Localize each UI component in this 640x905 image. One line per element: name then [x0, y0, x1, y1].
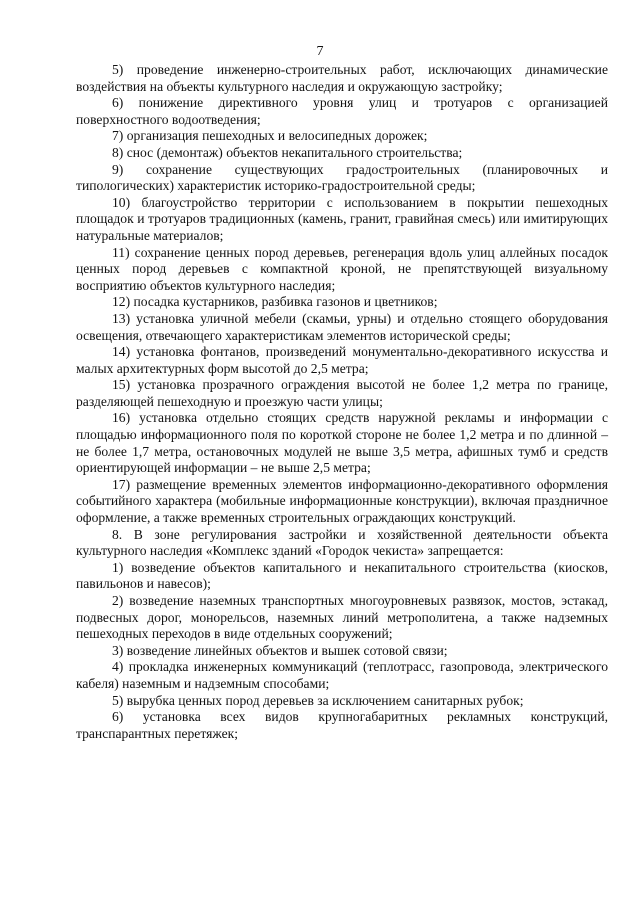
- paragraph: 4) прокладка инженерных коммуникаций (теплотрасс, газопровода, электрического кабеля) наземным и надземным способами;: [76, 659, 608, 691]
- paragraph: 5) проведение инженерно-строительных работ, исключающих динамические воздействия на объекты культурного наследия и окружающую застройку;: [76, 62, 608, 94]
- paragraph: 13) установка уличной мебели (скамьи, урны) и отдельно стоящего оборудования освещения, отвечающего характеристикам элементов исторической среды;: [76, 310, 608, 343]
- paragraph: 7) организация пешеходных и велосипедных дорожек;: [112, 128, 428, 144]
- paragraph: 17) размещение временных элементов информационно-декоративного оформления событийного характера (мобильные информационные конструкции), включая праздничное оформление, а также временных строительных ограждающих конструкций.: [76, 476, 608, 526]
- paragraph: 10) благоустройство территории с использованием в покрытии пешеходных площадок и тротуаров традиционных (камень, гранит, гравийная смесь) или имитирующих натуральные материалов;: [76, 194, 608, 243]
- paragraph: 2) возведение наземных транспортных многоуровневых развязок, мостов, эстакад, подвесных дорог, монорельсов, наземных линий метрополитена, а также надземных пешеходных переходов в виде отдельных сооружений;: [76, 593, 608, 642]
- paragraph: 6) понижение директивного уровня улиц и тротуаров с организацией поверхностного водоотведения;: [76, 95, 608, 127]
- paragraph: 1) возведение объектов капитального и некапитального строительства (киосков, павильонов и навесов);: [76, 559, 608, 592]
- paragraph: 15) установка прозрачного ограждения высотой не более 1,2 метра по границе, разделяющей пешеходную и проезжую части улицы;: [76, 377, 608, 409]
- paragraph: 5) вырубка ценных пород деревьев за исключением санитарных рубок;: [112, 692, 524, 708]
- document-body: [76, 62, 608, 742]
- paragraph: 3) возведение линейных объектов и вышек сотовой связи;: [112, 642, 448, 658]
- paragraph: 14) установка фонтанов, произведений монументально-декоративного искусства и малых архитектурных форм высотой до 2,5 метра;: [76, 344, 608, 376]
- paragraph: 9) сохранение существующих градостроительных (планировочных и типологических) характеристик историко-градостроительной среды;: [76, 161, 608, 194]
- paragraph: 6) установка всех видов крупногабаритных рекламных конструкций, транспарантных перетяжек;: [76, 709, 608, 741]
- paragraph: 8) снос (демонтаж) объектов некапитального строительства;: [112, 144, 463, 160]
- page-number: 7: [316, 44, 324, 59]
- section-paragraph: 8. В зоне регулирования застройки и хозяйственной деятельности объекта культурного наследия «Комплекс зданий «Городок чекиста» запрещается:: [76, 526, 608, 559]
- paragraph: 11) сохранение ценных пород деревьев, регенерация вдоль улиц аллейных посадок ценных пород деревьев с компактной кроной, не препятствующей визуальному восприятию объектов культурного наследия;: [76, 244, 608, 293]
- paragraph: 12) посадка кустарников, разбивка газонов и цветников;: [112, 294, 438, 310]
- paragraph: 16) установка отдельно стоящих средств наружной рекламы и информации с площадью информационного поля по короткой стороне не более 1,2 метра и по длинной – не более 1,7 метра, остановочных модулей не выше 3,5 метра, афишных тумб и средств ориентирующей информации – не выше 2,5 метра;: [76, 410, 608, 476]
